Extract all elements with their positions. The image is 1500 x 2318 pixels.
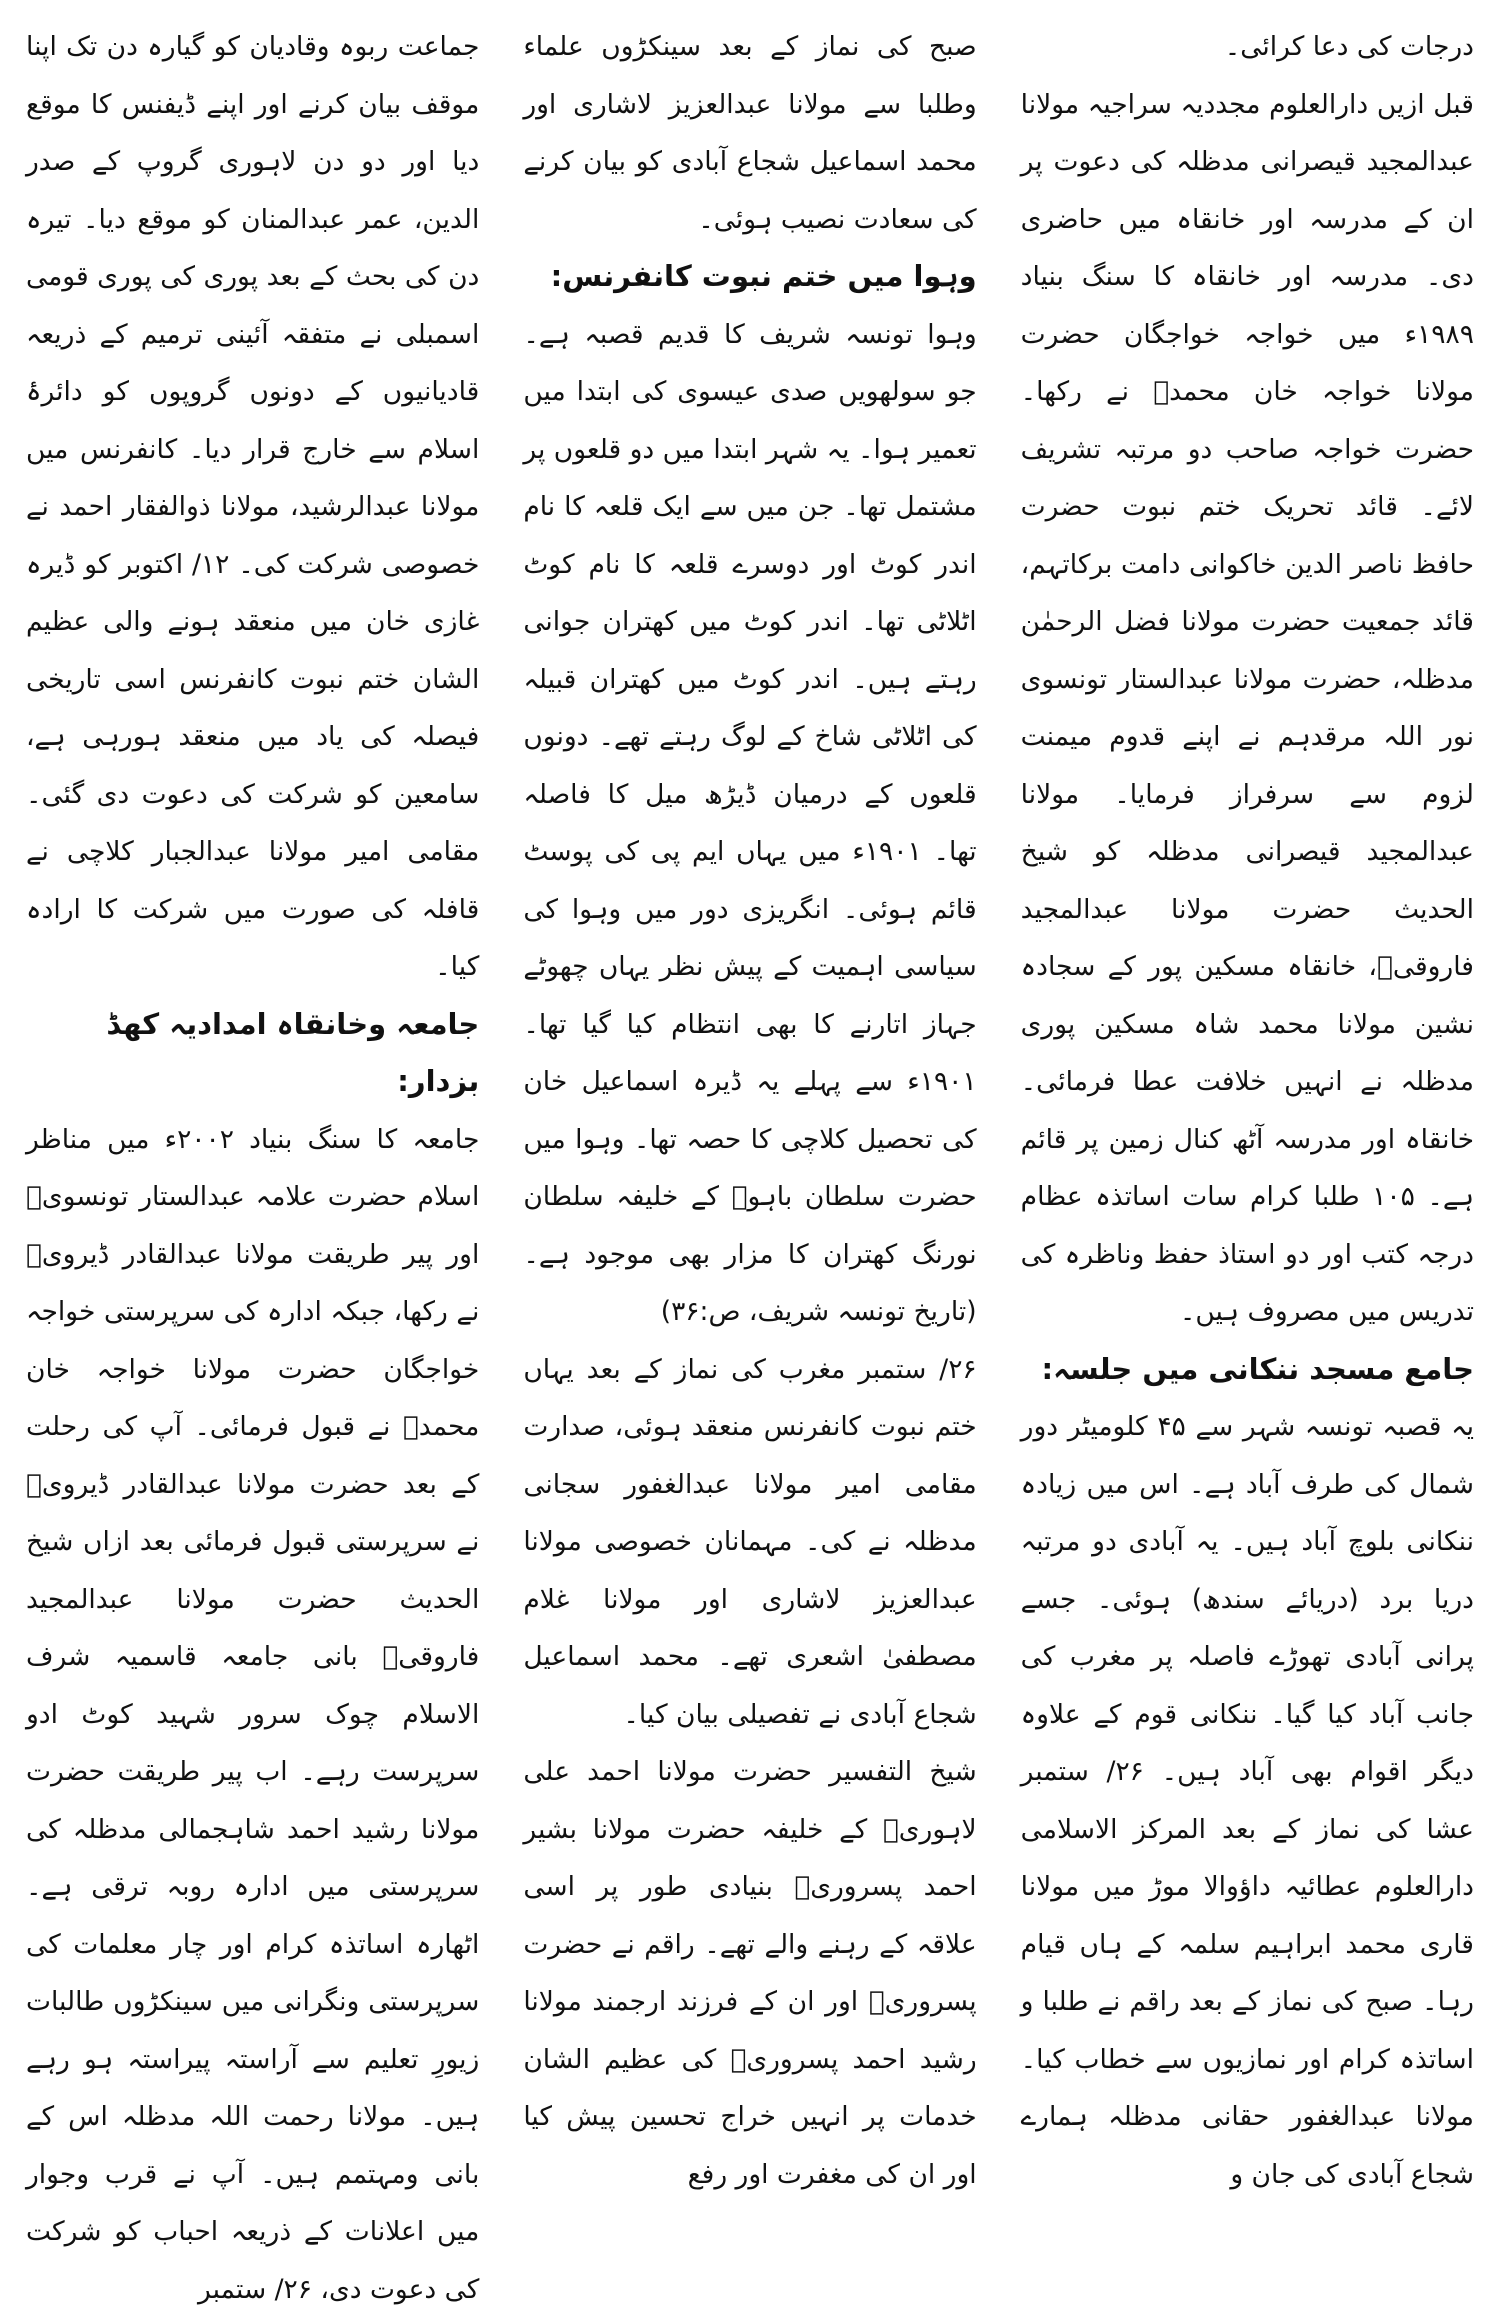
column-middle xyxy=(523,18,976,2190)
paragraph-col2-conference: ۲۶/ ستمبر مغرب کی نماز کے بعد یہاں ختم نبوت کانفرنس منعقد ہوئی، صدارت مقامی امیر مولانا عبدالغفور سجانی مدظلہ نے کی۔ مہمانان خصوصی مولانا عبدالعزیز لاشاری اور مولانا غلام مصطفیٰ اشعری تھے۔ محمد اسماعیل شجاع آبادی نے تفصیلی بیان کیا۔ xyxy=(523,1341,976,1744)
paragraph-col1-intro: جماعت ربوہ وقادیان کو گیارہ دن تک اپنا موقف بیان کرنے اور اپنے ڈیفنس کا موقع دیا اور دو دن لاہوری گروپ کے صدر الدین، عمر عبدالمنان کو موقع دیا۔ تیرہ دن کی بحث کے بعد پوری کی پوری قومی اسمبلی نے متفقہ آئینی ترمیم کے ذریعہ قادیانیوں کے دونوں گروپوں کو دائرۂ اسلام سے خارج قرار دیا۔ کانفرنس میں مولانا عبدالرشید، مولانا ذوالفقار احمد نے خصوصی شرکت کی۔ ۱۲/ اکتوبر کو ڈیرہ غازی خان میں منعقد ہونے والی عظیم الشان ختم نبوت کانفرنس اسی تاریخی فیصلہ کی یاد میں منعقد ہورہی ہے، سامعین کو شرکت کی دعوت دی گئی۔ مقامی امیر مولانا عبدالجبار کلاچی نے قافلہ کی صورت میں شرکت کا ارادہ کیا۔ xyxy=(26,18,479,996)
section-heading-nankani-mosque: جامع مسجد ننکانی میں جلسہ: xyxy=(1021,1341,1474,1399)
column-right xyxy=(26,18,479,2190)
paragraph-col2-tribute: شیخ التفسیر حضرت مولانا احمد علی لاہوریؒ کے خلیفہ حضرت مولانا بشیر احمد پسروریؒ بنیادی طور پر اسی علاقہ کے رہنے والے تھے۔ راقم نے حضرت پسروریؒ اور ان کے فرزند ارجمند مولانا رشید احمد پسروریؒ کی عظیم الشان خدمات پر انہیں خراج تحسین پیش کیا اور ان کی مغفرت اور رفع xyxy=(523,1743,976,2203)
paragraph-col3-prayer: درجات کی دعا کرائی۔ xyxy=(1021,18,1474,76)
paragraph-col3-madrasa: قبل ازیں دارالعلوم مجددیہ سراجیہ مولانا عبدالمجید قیصرانی مدظلہ کی دعوت پر ان کے مدرسہ اور خانقاہ میں حاضری دی۔ مدرسہ اور خانقاہ کا سنگ بنیاد ۱۹۸۹ء میں خواجہ خواجگان حضرت مولانا خواجہ خان محمدؒ نے رکھا۔ حضرت خواجہ صاحب دو مرتبہ تشریف لائے۔ قائد تحریک ختم نبوت حضرت حافظ ناصر الدین خاکوانی دامت برکاتہم، قائد جمعیت حضرت مولانا فضل الرحمٰن مدظلہ، حضرت مولانا عبدالستار تونسوی نور اللہ مرقدہم نے اپنے قدوم میمنت لزوم سے سرفراز فرمایا۔ مولانا عبدالمجید قیصرانی مدظلہ کو شیخ الحدیث حضرت مولانا عبدالمجید فاروقیؒ، خانقاہ مسکین پور کے سجادہ نشین مولانا محمد شاہ مسکین پوری مدظلہ نے انہیں خلافت عطا فرمائی۔ خانقاہ اور مدرسہ آٹھ کنال زمین پر قائم ہے۔ ۱۰۵ طلبا کرام سات اساتذہ عظام درجہ کتب اور دو استاذ حفظ وناظرہ کی تدریس میں مصروف ہیں۔ xyxy=(1021,76,1474,1341)
paragraph-col2-intro: صبح کی نماز کے بعد سینکڑوں علماء وطلبا سے مولانا عبدالعزیز لاشاری اور محمد اسماعیل شجاع آبادی کو بیان کرنے کی سعادت نصیب ہوئی۔ xyxy=(523,18,976,248)
column-left xyxy=(1021,18,1474,2190)
paragraph-col2-history: وہوا تونسہ شریف کا قدیم قصبہ ہے۔ جو سولھویں صدی عیسوی کی ابتدا میں تعمیر ہوا۔ یہ شہر ابتدا میں دو قلعوں پر مشتمل تھا۔ جن میں سے ایک قلعہ کا نام اندر کوٹ اور دوسرے قلعہ کا نام کوٹ اٹلاٹی تھا۔ اندر کوٹ میں کھتران جوانی رہتے ہیں۔ اندر کوٹ میں کھتران قبیلہ کی اٹلاٹی شاخ کے لوگ رہتے تھے۔ دونوں قلعوں کے درمیان ڈیڑھ میل کا فاصلہ تھا۔ ۱۹۰۱ء میں یہاں ایم پی کی پوسٹ قائم ہوئی۔ انگریزی دور میں وہوا کی سیاسی اہمیت کے پیش نظر یہاں چھوٹے جہاز اتارنے کا بھی انتظام کیا گیا تھا۔ ۱۹۰۱ء سے پہلے یہ ڈیرہ اسماعیل خان کی تحصیل کلاچی کا حصہ تھا۔ وہوا میں حضرت سلطان باہوؒ کے خلیفہ سلطان نورنگ کھتران کا مزار بھی موجود ہے۔ (تاریخ تونسہ شریف، ص:۳۶) xyxy=(523,306,976,1341)
paragraph-col3-nankani: یہ قصبہ تونسہ شہر سے ۴۵ کلومیٹر دور شمال کی طرف آباد ہے۔ اس میں زیادہ ننکانی بلوچ آباد ہیں۔ یہ آبادی دو مرتبہ دریا برد (دریائے سندھ) ہوئی۔ جسے پرانی آبادی تھوڑے فاصلہ پر مغرب کی جانب آباد کیا گیا۔ ننکانی قوم کے علاوہ دیگر اقوام بھی آباد ہیں۔ ۲۶/ ستمبر عشا کی نماز کے بعد المرکز الاسلامی دارالعلوم عطائیہ داؤوالا موڑ میں مولانا قاری محمد ابراہیم سلمہ کے ہاں قیام رہا۔ صبح کی نماز کے بعد راقم نے طلبا و اساتذہ کرام اور نمازیوں سے خطاب کیا۔ مولانا عبدالغفور حقانی مدظلہ ہمارے شجاع آبادی کی جان و xyxy=(1021,1398,1474,2203)
section-heading-wahowa-conference: وہوا میں ختم نبوت کانفرنس: xyxy=(523,248,976,306)
paragraph-col1-jamia: جامعہ کا سنگ بنیاد ۲۰۰۲ء میں مناظر اسلام حضرت علامہ عبدالستار تونسویؒ اور پیر طریقت مولانا عبدالقادر ڈیرویؒ نے رکھا، جبکہ ادارہ کی سرپرستی خواجہ خواجگان حضرت مولانا خواجہ خان محمدؒ نے قبول فرمائی۔ آپ کی رحلت کے بعد حضرت مولانا عبدالقادر ڈیرویؒ نے سرپرستی قبول فرمائی بعد ازاں شیخ الحدیث حضرت مولانا عبدالمجید فاروقیؒ بانی جامعہ قاسمیہ شرف الاسلام چوک سرور شہید کوٹ ادو سرپرست رہے۔ اب پیر طریقت حضرت مولانا رشید احمد شاہجمالی مدظلہ کی سرپرستی میں ادارہ روبہ ترقی ہے۔ اٹھارہ اساتذہ کرام اور چار معلمات کی سرپرستی ونگرانی میں سینکڑوں طالبات زیورِ تعلیم سے آراستہ پیراستہ ہو رہے ہیں۔ مولانا رحمت اللہ مدظلہ اس کے بانی ومہتمم ہیں۔ آپ نے قرب وجوار میں اعلانات کے ذریعہ احباب کو شرکت کی دعوت دی، ۲۶/ ستمبر xyxy=(26,1111,479,2318)
section-heading-jamia-khanqah: جامعہ وخانقاہ امدادیہ کھڈ بزدار: xyxy=(26,996,479,1111)
